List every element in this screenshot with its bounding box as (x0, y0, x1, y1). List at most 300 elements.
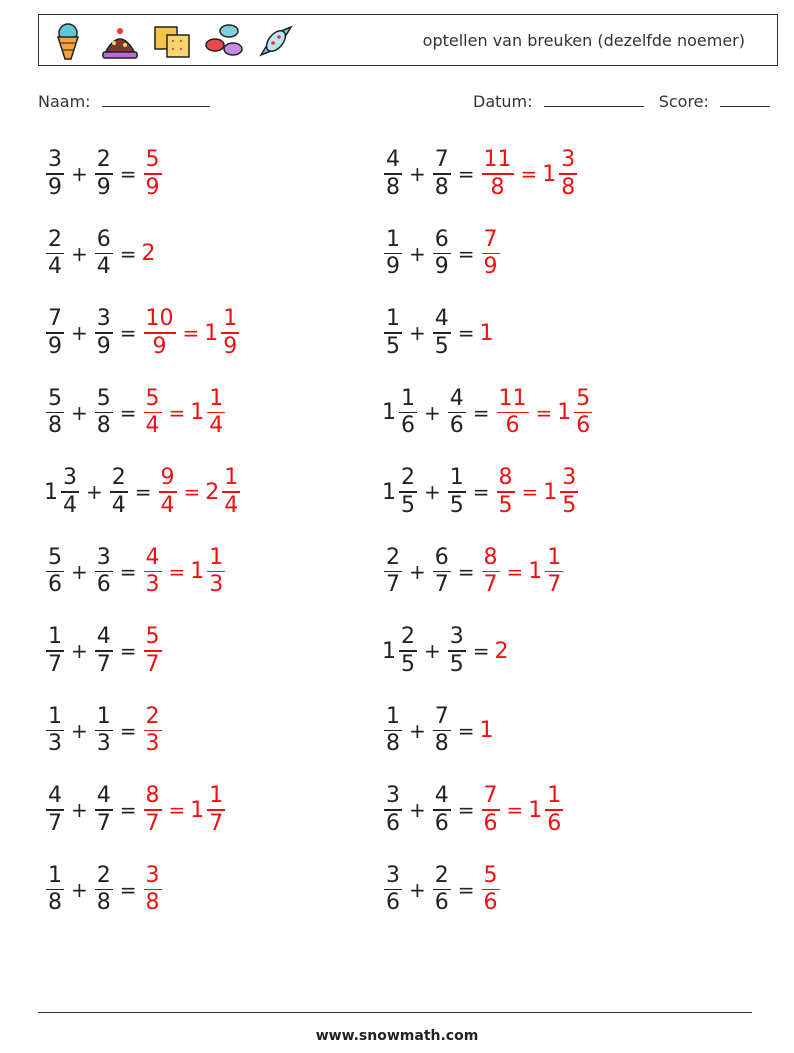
denominator: 9 (434, 254, 449, 280)
numerator: 5 (145, 385, 160, 411)
plus-sign: + (71, 798, 88, 822)
equals-sign: = (520, 162, 538, 186)
denominator: 6 (449, 413, 464, 439)
denominator: 7 (209, 810, 224, 836)
answer-fraction (142, 783, 164, 837)
numerator: 1 (209, 385, 224, 411)
answer-fraction (142, 545, 164, 599)
numerator: 1 (48, 862, 62, 888)
numerator: 1 (547, 783, 562, 809)
worksheet-header (38, 14, 778, 66)
numerator: 2 (401, 624, 415, 650)
fraction (207, 783, 225, 837)
addend-a (382, 386, 419, 440)
fraction (574, 386, 592, 440)
denominator: 5 (401, 651, 415, 677)
whole-number: 1 (190, 559, 205, 584)
addend-a (382, 545, 404, 599)
answer-mixed-number (190, 545, 227, 599)
footer-divider (38, 1012, 752, 1013)
addend-a (44, 783, 66, 837)
addend-b (93, 306, 115, 360)
plus-sign: + (71, 241, 88, 266)
plus-sign: + (71, 718, 88, 743)
answer-mixed-number (205, 465, 242, 519)
numerator: 11 (483, 147, 512, 173)
denominator: 7 (547, 572, 562, 598)
whole-number: 1 (382, 638, 396, 664)
fraction (559, 147, 577, 201)
numerator: 1 (386, 306, 400, 332)
numerator: 6 (434, 544, 449, 570)
equals-sign: = (457, 559, 475, 584)
addend-a (382, 704, 404, 758)
equals-sign: = (119, 162, 137, 186)
numerator: 8 (483, 544, 498, 570)
problem-item (382, 144, 579, 204)
fraction (144, 863, 162, 917)
addend-a (382, 306, 404, 360)
denominator: 6 (96, 572, 111, 598)
equals-sign: = (457, 241, 475, 266)
numerator: 11 (498, 385, 527, 411)
denominator: 8 (48, 413, 62, 439)
problem-item (44, 860, 164, 920)
denominator: 6 (483, 890, 498, 916)
name-blank[interactable] (102, 92, 210, 107)
fraction (144, 147, 162, 201)
denominator: 9 (152, 333, 167, 359)
fraction (482, 783, 500, 837)
addend-a (382, 624, 419, 678)
whole-number: 1 (204, 320, 219, 346)
equals-sign: = (472, 480, 490, 504)
fraction (46, 783, 64, 837)
denominator: 8 (490, 174, 505, 200)
problem-item (382, 542, 565, 602)
problem-item (382, 224, 502, 284)
addend-b (93, 863, 115, 917)
plus-sign: + (424, 480, 441, 504)
denominator: 4 (111, 492, 126, 518)
answer-mixed-number (542, 147, 579, 201)
numerator: 1 (386, 703, 400, 729)
plus-sign: + (71, 321, 88, 345)
equals-sign: = (168, 400, 186, 425)
addend-a (44, 147, 66, 201)
macarons-icon (203, 21, 245, 61)
plus-sign: + (71, 400, 88, 425)
addend-b (93, 227, 115, 281)
numerator: 5 (96, 385, 111, 411)
fraction (384, 704, 402, 758)
fraction (384, 147, 402, 201)
numerator: 3 (386, 783, 400, 809)
fraction (95, 863, 113, 917)
equals-sign: = (472, 400, 490, 425)
denominator: 5 (449, 492, 464, 518)
plus-sign: + (424, 639, 441, 663)
numerator: 4 (96, 783, 111, 809)
numerator: 3 (145, 862, 160, 888)
fraction (433, 704, 451, 758)
addend-b (93, 704, 115, 758)
answer-fraction (480, 147, 516, 201)
denominator: 8 (96, 890, 111, 916)
denominator: 7 (96, 651, 111, 677)
problem-item (382, 701, 494, 761)
answer-fraction (157, 465, 179, 519)
fraction (144, 704, 162, 758)
score-blank[interactable] (720, 92, 770, 107)
fraction (46, 306, 64, 360)
fraction (482, 863, 500, 917)
addend-b (446, 386, 468, 440)
denominator: 7 (386, 572, 400, 598)
denominator: 9 (96, 333, 111, 359)
denominator: 6 (576, 413, 591, 439)
problem-item (382, 621, 509, 681)
fraction (95, 545, 113, 599)
answer-fraction (142, 306, 178, 360)
numerator: 3 (561, 147, 576, 173)
answer-mixed-number (528, 783, 565, 837)
whole-number: 1 (557, 400, 572, 425)
whole-number: 1 (190, 797, 205, 823)
problem-item (382, 383, 594, 443)
equals-sign: = (168, 559, 186, 584)
answer-mixed-number (204, 306, 241, 360)
fraction (384, 545, 402, 599)
denominator: 9 (386, 254, 400, 280)
whole-number: 1 (382, 479, 396, 505)
plus-sign: + (71, 559, 88, 584)
numerator: 4 (96, 624, 111, 650)
fraction (222, 465, 240, 519)
wrapped-candy-icon (255, 21, 297, 61)
fraction (384, 227, 402, 281)
denominator: 4 (160, 492, 175, 518)
whole-number: 1 (528, 559, 543, 584)
addend-a (44, 386, 66, 440)
answer-mixed-number (190, 783, 227, 837)
denominator: 8 (434, 174, 449, 200)
fraction (207, 545, 225, 599)
numerator: 1 (209, 783, 224, 809)
ice-cream-icon (47, 21, 89, 61)
fraction (95, 704, 113, 758)
numerator: 2 (434, 862, 449, 888)
fraction (433, 783, 451, 837)
addend-a (382, 227, 404, 281)
fraction (144, 386, 162, 440)
denominator: 3 (48, 731, 62, 757)
equals-sign: = (134, 480, 152, 504)
fraction (497, 465, 515, 519)
problem-item (44, 701, 164, 761)
numerator: 2 (96, 147, 111, 173)
addend-a (382, 783, 404, 837)
addend-b (93, 624, 115, 678)
addend-b (446, 624, 468, 678)
denominator: 3 (96, 731, 111, 757)
fraction (399, 386, 417, 440)
fraction (384, 783, 402, 837)
date-blank[interactable] (544, 92, 644, 107)
whole-number: 1 (44, 479, 58, 505)
fraction (110, 465, 128, 519)
numerator: 4 (449, 385, 464, 411)
numerator: 1 (401, 385, 415, 411)
fraction (46, 704, 64, 758)
denominator: 3 (209, 572, 224, 598)
answer-fraction (480, 545, 502, 599)
plus-sign: + (71, 639, 88, 663)
numerator: 8 (145, 783, 160, 809)
whole-number: 1 (543, 479, 558, 505)
denominator: 8 (386, 731, 400, 757)
denominator: 7 (145, 651, 160, 677)
whole-number: 1 (382, 400, 396, 425)
equals-sign: = (457, 162, 475, 186)
denominator: 5 (401, 492, 415, 518)
header-icons (47, 21, 297, 61)
denominator: 8 (96, 413, 111, 439)
numerator: 4 (434, 783, 449, 809)
numerator: 2 (401, 465, 415, 491)
plus-sign: + (409, 718, 426, 743)
denominator: 7 (483, 572, 498, 598)
addend-b (108, 465, 130, 519)
equals-sign: = (506, 798, 524, 822)
numerator: 4 (145, 544, 160, 570)
denominator: 7 (145, 810, 160, 836)
equals-sign: = (506, 559, 524, 584)
numerator: 3 (449, 624, 464, 650)
denominator: 4 (145, 413, 160, 439)
equals-sign: = (457, 321, 475, 345)
answer-whole: 1 (479, 718, 494, 743)
denominator: 7 (48, 810, 62, 836)
plus-sign: + (409, 559, 426, 584)
answer-fraction (480, 783, 502, 837)
plus-sign: + (409, 798, 426, 822)
answer-fraction (480, 227, 502, 281)
addend-b (431, 306, 453, 360)
denominator: 8 (48, 890, 62, 916)
fraction (497, 386, 529, 440)
fraction (95, 783, 113, 837)
denominator: 8 (561, 174, 576, 200)
denominator: 8 (434, 731, 449, 757)
chocolate-cake-icon (99, 21, 141, 61)
fraction (144, 624, 162, 678)
fraction (46, 545, 64, 599)
plus-sign: + (424, 400, 441, 425)
equals-sign: = (521, 480, 539, 504)
denominator: 9 (48, 333, 62, 359)
numerator: 10 (145, 306, 174, 332)
equals-sign: = (168, 798, 186, 822)
denominator: 4 (63, 492, 77, 518)
equals-sign: = (119, 321, 137, 345)
addend-a (44, 306, 66, 360)
name-field (38, 92, 210, 111)
addend-a (44, 545, 66, 599)
cracker-biscuit-icon (151, 21, 193, 61)
numerator: 7 (434, 703, 449, 729)
equals-sign: = (472, 639, 490, 663)
numerator: 5 (483, 862, 498, 888)
problem-item (382, 860, 502, 920)
numerator: 2 (111, 465, 126, 491)
numerator: 1 (224, 465, 239, 491)
denominator: 6 (434, 890, 449, 916)
denominator: 6 (434, 810, 449, 836)
addend-a (382, 147, 404, 201)
numerator: 9 (160, 465, 175, 491)
fraction (207, 386, 225, 440)
plus-sign: + (71, 877, 88, 902)
equals-sign: = (119, 400, 137, 425)
equals-sign: = (119, 798, 137, 822)
numerator: 5 (48, 385, 62, 411)
denominator: 4 (224, 492, 239, 518)
denominator: 6 (547, 810, 562, 836)
plus-sign: + (86, 480, 103, 504)
fraction (448, 624, 466, 678)
plus-sign: + (409, 321, 426, 345)
fraction (399, 465, 417, 519)
denominator: 4 (96, 254, 111, 280)
numerator: 5 (145, 624, 160, 650)
fraction (61, 465, 79, 519)
addend-a (382, 465, 419, 519)
addend-a (44, 624, 66, 678)
addend-b (431, 783, 453, 837)
fraction (384, 863, 402, 917)
equals-sign: = (119, 718, 137, 743)
equals-sign: = (182, 321, 200, 345)
denominator: 6 (483, 810, 498, 836)
denominator: 5 (449, 651, 464, 677)
problem-item (44, 144, 164, 204)
denominator: 5 (434, 333, 449, 359)
denominator: 8 (386, 174, 400, 200)
equals-sign: = (457, 877, 475, 902)
problem-item (44, 542, 227, 602)
answer-fraction (142, 386, 164, 440)
denominator: 7 (434, 572, 449, 598)
addend-b (431, 704, 453, 758)
answer-fraction (142, 704, 164, 758)
whole-number: 1 (190, 400, 205, 425)
fraction (46, 147, 64, 201)
plus-sign: + (409, 877, 426, 902)
equals-sign: = (119, 877, 137, 902)
fraction (433, 863, 451, 917)
problem-item (382, 780, 565, 840)
answer-mixed-number (190, 386, 227, 440)
numerator: 3 (562, 465, 577, 491)
name-label: Naam: (38, 92, 91, 111)
numerator: 2 (96, 862, 111, 888)
denominator: 5 (498, 492, 513, 518)
denominator: 7 (96, 810, 111, 836)
problem-item (382, 303, 494, 363)
equals-sign: = (119, 241, 137, 266)
fraction (482, 545, 500, 599)
fraction (159, 465, 177, 519)
fraction (545, 783, 563, 837)
addend-b (431, 147, 453, 201)
worksheet-title: optellen van breuken (dezelfde noemer) (422, 31, 745, 50)
denominator: 5 (562, 492, 577, 518)
fraction (46, 227, 64, 281)
numerator: 4 (48, 783, 62, 809)
denominator: 6 (401, 413, 415, 439)
equals-sign: = (183, 480, 201, 504)
whole-number: 2 (205, 479, 220, 505)
score-label: Score: (658, 92, 709, 111)
fraction (448, 386, 466, 440)
answer-whole: 1 (479, 320, 494, 346)
denominator: 9 (96, 174, 111, 200)
denominator: 6 (386, 890, 400, 916)
fraction (482, 147, 514, 201)
addend-b (446, 465, 468, 519)
denominator: 4 (209, 413, 224, 439)
fraction (545, 545, 563, 599)
fraction (95, 386, 113, 440)
numerator: 6 (434, 226, 449, 252)
numerator: 7 (48, 306, 62, 332)
numerator: 6 (96, 226, 111, 252)
addend-b (431, 863, 453, 917)
fraction (384, 306, 402, 360)
fraction (482, 227, 500, 281)
addend-a (44, 704, 66, 758)
answer-mixed-number (557, 386, 594, 440)
answer-mixed-number (528, 545, 565, 599)
numerator: 2 (386, 544, 400, 570)
fraction (46, 624, 64, 678)
numerator: 2 (145, 703, 160, 729)
numerator: 1 (223, 306, 238, 332)
equals-sign: = (457, 798, 475, 822)
problem-item (44, 462, 242, 522)
plus-sign: + (71, 162, 88, 186)
equals-sign: = (119, 639, 137, 663)
numerator: 1 (547, 544, 562, 570)
numerator: 7 (483, 226, 498, 252)
numerator: 5 (576, 385, 591, 411)
addend-a (44, 227, 66, 281)
numerator: 7 (483, 783, 498, 809)
numerator: 3 (96, 306, 111, 332)
fraction (144, 545, 162, 599)
date-label: Datum: (473, 92, 533, 111)
numerator: 4 (386, 147, 400, 173)
problem-item (44, 621, 164, 681)
equals-sign: = (119, 559, 137, 584)
numerator: 3 (386, 862, 400, 888)
plus-sign: + (409, 241, 426, 266)
problem-item (44, 224, 156, 284)
whole-number: 1 (528, 797, 543, 823)
numerator: 3 (96, 544, 111, 570)
numerator: 1 (48, 703, 62, 729)
